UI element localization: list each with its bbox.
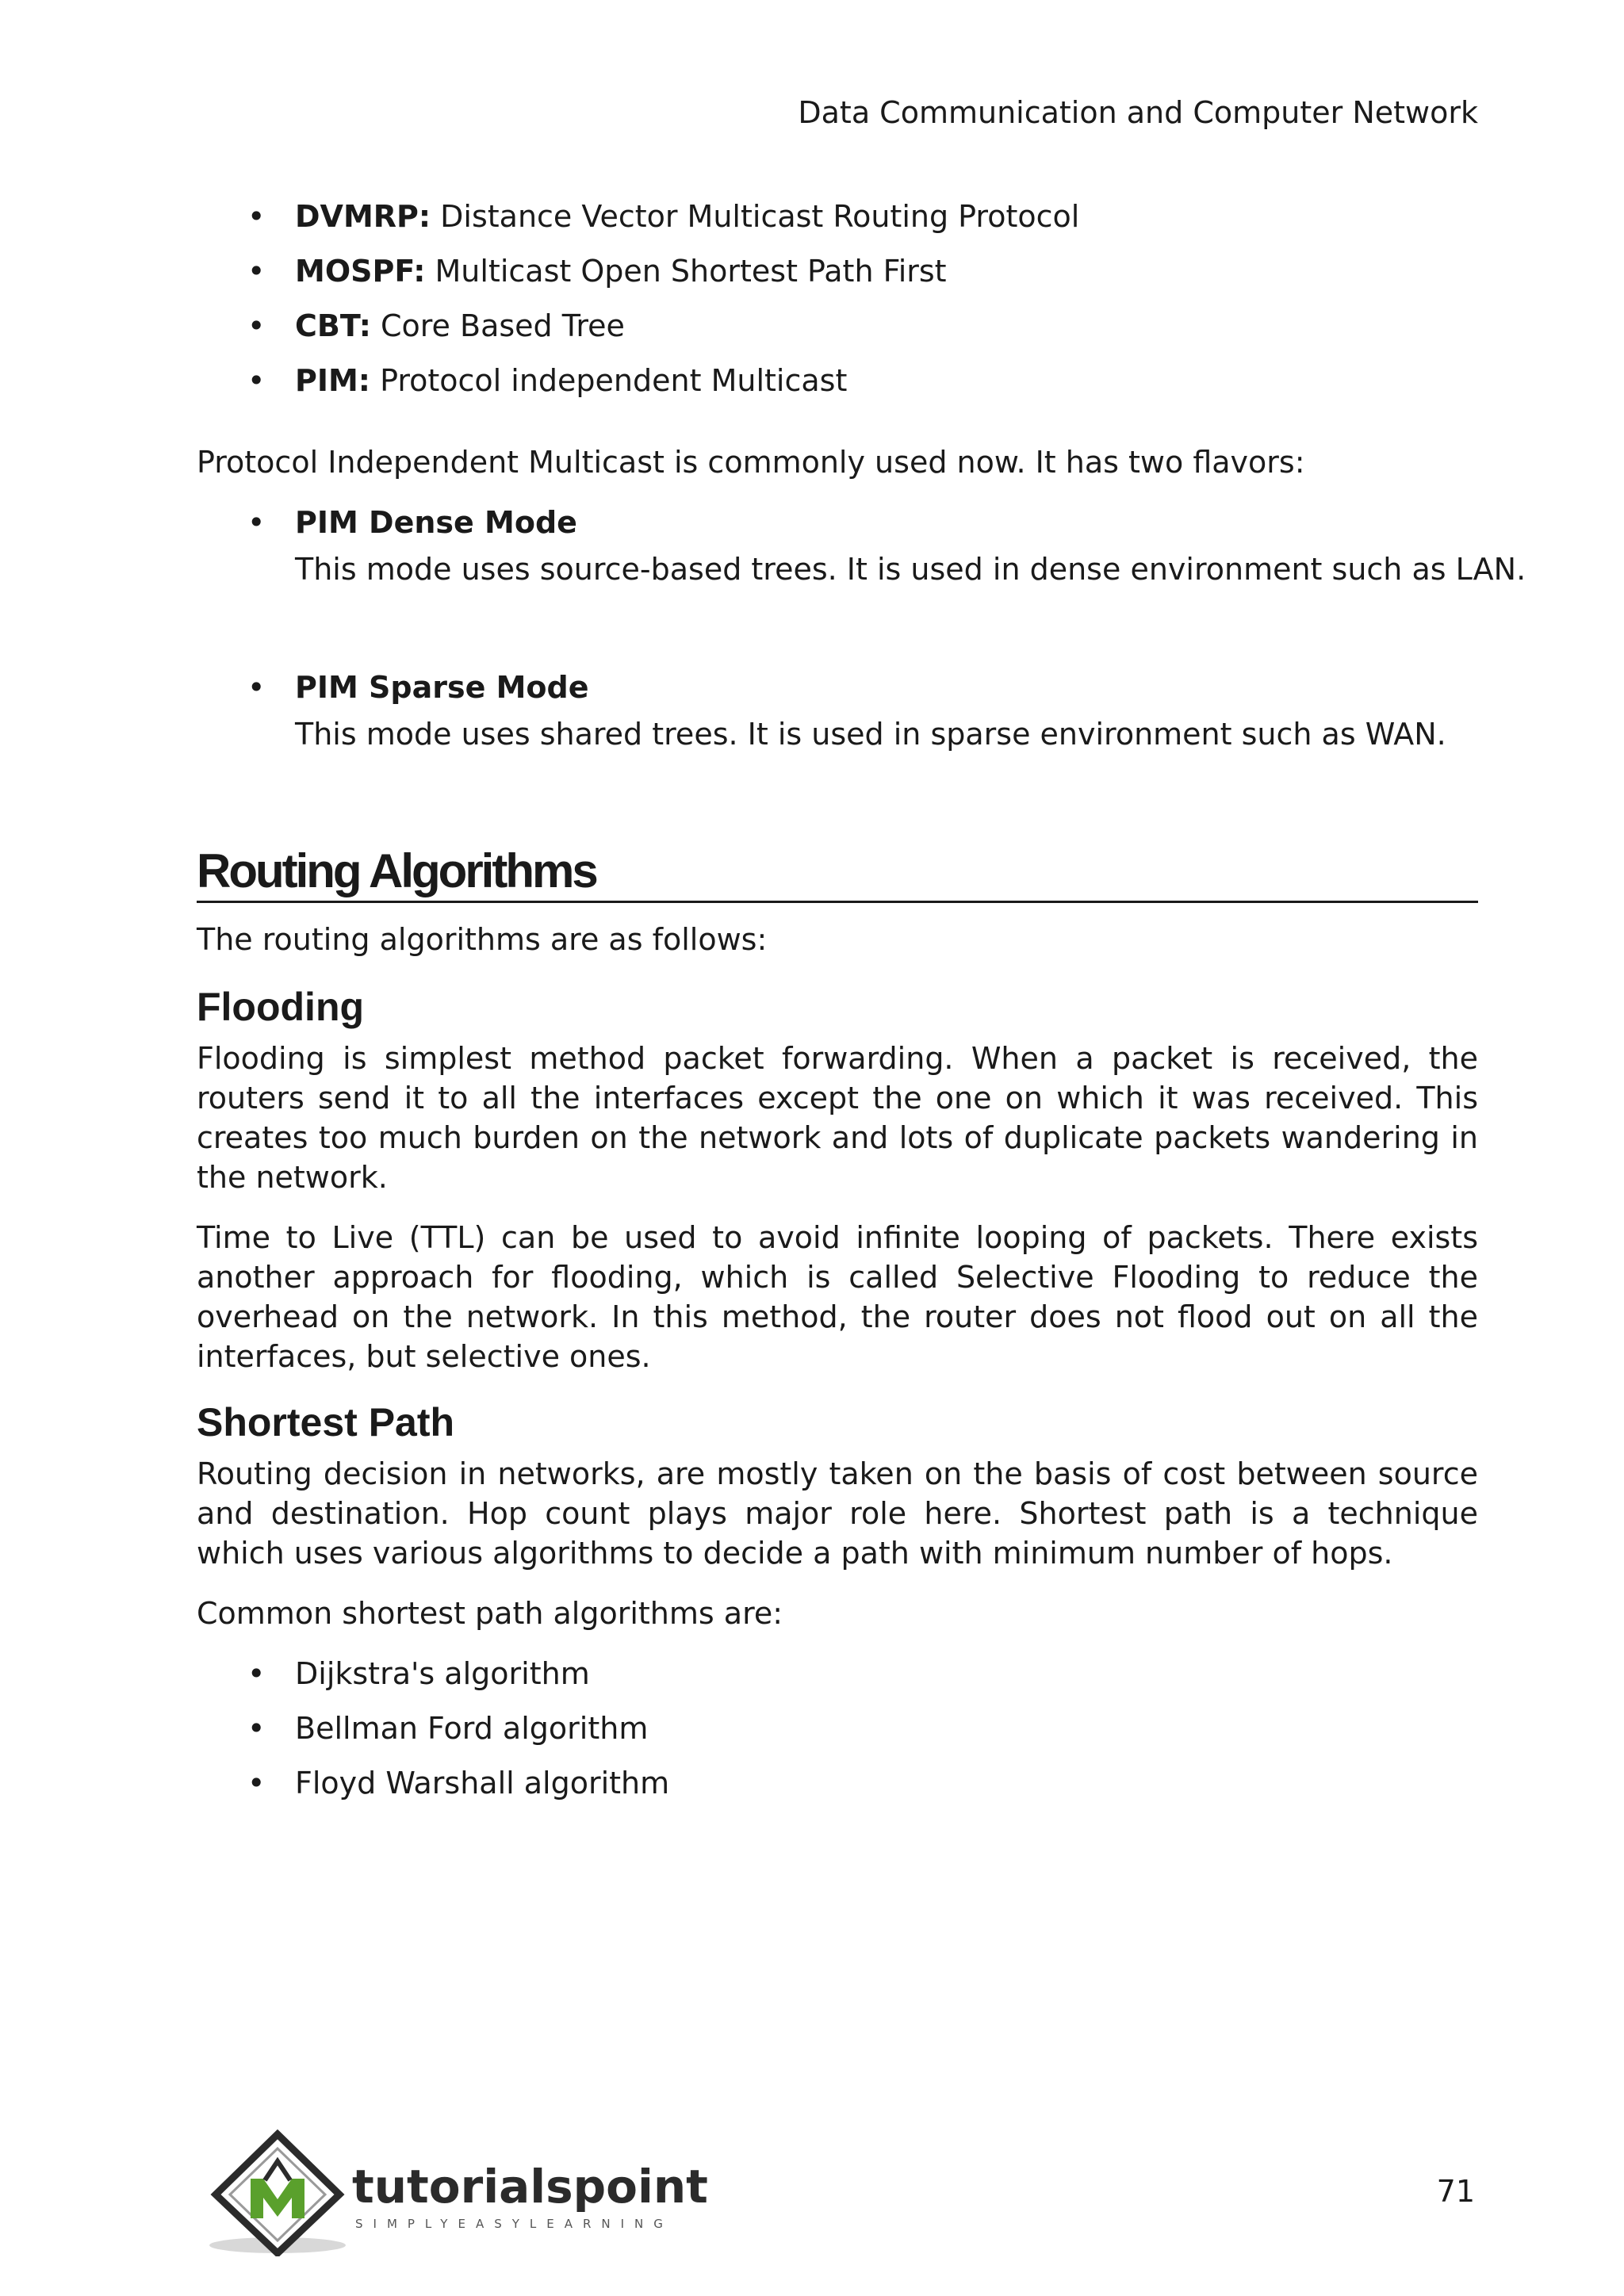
pim-mode-list [197, 668, 1478, 707]
protocol-list [197, 197, 1478, 400]
bullet-icon: • [247, 1656, 266, 1691]
section-title: Routing Algorithms [197, 844, 1478, 903]
bullet-icon: • [247, 363, 266, 398]
flooding-paragraph-2: Time to Live (TTL) can be used to avoid infinite looping of packets. There exists another approach for flooding, which is called Selective Flooding to reduce the overhead on the network. In this method, the router does not flood out on all the interfaces, but selective ones. [197, 1220, 1478, 1374]
bullet-icon: • [247, 670, 266, 705]
section-intro: The routing algorithms are as follows: [197, 922, 768, 957]
list-item: • CBT: Core Based Tree [197, 306, 1478, 346]
shortest-path-paragraph-1: Routing decision in networks, are mostly taken on the basis of cost between source and destination. Hop count plays major role here. Shortest path is a technique which uses various algorithms to decide a path with minimum number of hops. [197, 1456, 1478, 1571]
list-item: • Dijkstra's algorithm [197, 1654, 1478, 1693]
logo-diamond-icon [216, 2134, 339, 2253]
bullet-icon: • [247, 1766, 266, 1800]
subsection-title-shortest-path: Shortest Path [197, 1400, 455, 1445]
tutorialspoint-logo [205, 2130, 712, 2256]
bullet-icon: • [247, 254, 266, 289]
list-item: • MOSPF: Multicast Open Shortest Path First [197, 251, 1478, 291]
list-item: • PIM: Protocol independent Multicast [197, 361, 1478, 400]
bullet-icon: • [247, 308, 266, 343]
list-item: • Bellman Ford algorithm [197, 1709, 1478, 1748]
bullet-icon: • [247, 1711, 266, 1746]
logo-wordmark: tutorialspoint [352, 2160, 708, 2214]
pim-mode-list [197, 503, 1478, 542]
subsection-title-flooding: Flooding [197, 985, 365, 1029]
list-item: • PIM Dense Mode [197, 503, 1478, 542]
pim-intro: Protocol Independent Multicast is commonly used now. It has two flavors: [197, 445, 1305, 480]
bullet-icon: • [247, 199, 266, 234]
shortest-path-paragraph-2: Common shortest path algorithms are: [197, 1596, 783, 1631]
bullet-icon: • [247, 505, 266, 540]
algorithm-list [197, 1654, 1478, 1803]
list-item: • Floyd Warshall algorithm [197, 1763, 1478, 1803]
logo-tagline: SIMPLYEASYLEARNING [355, 2217, 673, 2231]
flooding-paragraph-1: Flooding is simplest method packet forwarding. When a packet is received, the routers send it to all the interfaces except the one on which it was received. This creates too much burden on the network and lots of duplicate packets wandering in the network. [197, 1041, 1478, 1195]
running-header: Data Communication and Computer Network [798, 95, 1478, 130]
list-item: • DVMRP: Distance Vector Multicast Routing Protocol [197, 197, 1478, 236]
list-item: • PIM Sparse Mode [197, 668, 1478, 707]
pim-sparse-description: This mode uses shared trees. It is used in sparse environment such as WAN. [295, 717, 1446, 752]
page-number: 71 [1436, 2174, 1475, 2209]
pim-dense-description: This mode uses source-based trees. It is used in dense environment such as LAN. [295, 552, 1526, 587]
